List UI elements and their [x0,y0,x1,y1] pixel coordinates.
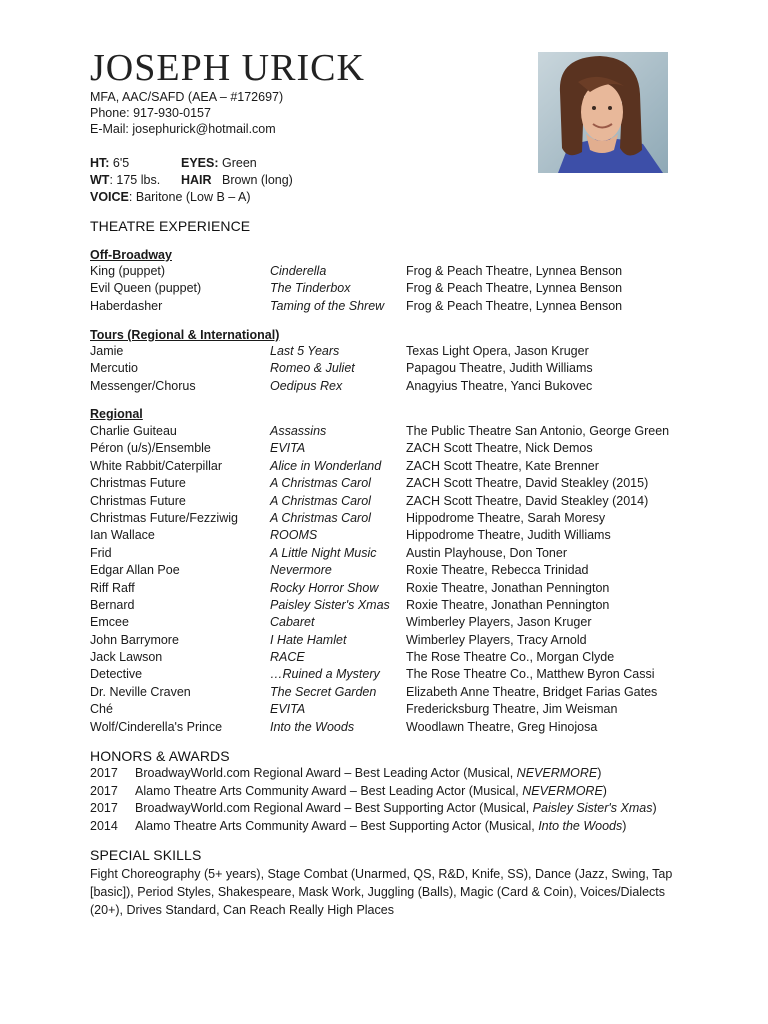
credit-show: EVITA [270,702,306,717]
regional-heading: Regional [90,407,143,421]
stats-row-2 [90,172,293,189]
credit-show: Nevermore [270,563,332,578]
award-description [135,819,626,833]
physical-stats [90,155,293,206]
credit-venue: Wimberley Players, Jason Kruger [406,615,592,630]
award-close: ) [622,818,627,833]
award-close: ) [602,783,607,798]
credit-venue: Austin Playhouse, Don Toner [406,545,567,560]
theatre-experience-heading: THEATRE EXPERIENCE [90,218,251,234]
credit-venue: Wimberley Players, Tracy Arnold [406,632,587,647]
credit-role: Jamie [90,344,124,358]
credit-role: Christmas Future/Fezziwig [90,510,238,525]
height-value: 6'5 [109,156,130,170]
credit-venue: Frog & Peach Theatre, Lynnea Benson [406,298,623,313]
credit-show: Last 5 Years [270,344,340,358]
award-description [135,784,607,798]
honors-heading: HONORS & AWARDS [90,748,230,764]
credit-show: A Little Night Music [270,545,377,560]
award-year: 2017 [90,801,118,816]
hair-label: HAIR [181,173,212,187]
award-year: 2014 [90,818,118,833]
credit-show: Taming of the Shrew [270,298,385,313]
credit-show: A Christmas Carol [270,493,371,508]
award-text: Alamo Theatre Arts Community Award – Best Leading Actor (Musical, [135,783,523,798]
credit-venue: The Rose Theatre Co., Morgan Clyde [406,650,615,665]
credit-show: A Christmas Carol [270,476,371,491]
credit-venue: ZACH Scott Theatre, David Steakley (2015) [406,476,649,491]
credit-show: Cabaret [270,615,315,630]
stats-row-1 [90,155,257,172]
credit-show: I Hate Hamlet [270,632,347,647]
credit-role: Wolf/Cinderella's Prince [90,719,223,734]
award-text: Alamo Theatre Arts Community Award – Best Supporting Actor (Musical, [135,818,539,833]
credit-role: Ian Wallace [90,528,155,543]
award-work-title: NEVERMORE [522,783,603,798]
credit-role: Frid [90,545,112,560]
credit-role: Riff Raff [90,580,135,595]
resume-name: JOSEPH URICK [90,47,365,89]
voice-field [90,190,251,204]
credit-show: Romeo & Juliet [270,361,355,376]
award-close: ) [597,766,602,780]
credit-venue: Anagyius Theatre, Yanci Bukovec [406,378,593,393]
credit-show: Paisley Sister's Xmas [270,597,390,612]
credit-show: Cinderella [270,264,327,278]
voice-label: VOICE [90,190,129,204]
credit-role: Péron (u/s)/Ensemble [90,441,211,456]
voice-value: : Baritone (Low B – A) [128,190,251,204]
award-work-title: Into the Woods [538,818,623,833]
credit-venue: Texas Light Opera, Jason Kruger [406,344,589,358]
credit-venue: Hippodrome Theatre, Sarah Moresy [406,510,606,525]
credit-venue: Roxie Theatre, Rebecca Trinidad [406,563,589,578]
height-field [90,156,129,170]
credit-show: Oedipus Rex [270,378,343,393]
credit-role: King (puppet) [90,264,166,278]
award-close: ) [652,801,657,816]
award-text: BroadwayWorld.com Regional Award – Best Supporting Actor (Musical, [135,801,533,816]
eyes-label: EYES: [181,156,219,170]
credit-venue: Elizabeth Anne Theatre, Bridget Farias Gates [406,684,658,699]
credit-venue: Roxie Theatre, Jonathan Pennington [406,597,610,612]
credit-show: Alice in Wonderland [270,458,382,473]
credit-role: Detective [90,667,143,682]
headshot-photo [538,52,668,173]
hair-value: Brown (long) [211,173,293,187]
height-label: HT: [90,156,110,170]
email-line: E-Mail: josephurick@hotmail.com [90,122,276,136]
special-skills-text: Fight Choreography (5+ years), Stage Combat (Unarmed, QS, R&D, Knife, SS), Dance (Jazz, Swing, Tap [basic]), Period Styles, Shakespeare, Mask Work, Juggling (Balls), Magic (Card & Coin), Voices/Dialects (20+), Drives Standard, Can Reach Really High Places [90,867,673,917]
credit-role: Emcee [90,615,129,630]
credit-venue: Frog & Peach Theatre, Lynnea Benson [406,281,623,296]
credit-role: Charlie Guiteau [90,424,177,438]
eyes-field [181,155,257,172]
credit-venue: ZACH Scott Theatre, Kate Brenner [406,458,599,473]
credit-venue: ZACH Scott Theatre, David Steakley (2014) [406,493,649,508]
credit-show: Rocky Horror Show [270,580,379,595]
credit-show: …Ruined a Mystery [270,667,380,682]
stats-row-3 [90,189,251,206]
credit-role: John Barrymore [90,632,179,647]
award-year: 2017 [90,783,118,798]
credit-role: Christmas Future [90,476,186,491]
award-year: 2017 [90,766,118,780]
credit-venue: Woodlawn Theatre, Greg Hinojosa [406,719,598,734]
award-text: BroadwayWorld.com Regional Award – Best Leading Actor (Musical, [135,766,517,780]
credit-show: ROOMS [270,528,318,543]
hair-field [181,172,293,189]
credit-show: EVITA [270,441,306,456]
credit-role: Mercutio [90,361,138,376]
credit-venue: ZACH Scott Theatre, Nick Demos [406,441,593,456]
credit-show: RACE [270,650,305,665]
credit-role: Jack Lawson [90,650,163,665]
credit-role: Bernard [90,597,135,612]
credit-venue: Roxie Theatre, Jonathan Pennington [406,580,610,595]
credit-role: White Rabbit/Caterpillar [90,458,222,473]
credit-show: Into the Woods [270,719,355,734]
weight-label: WT [90,173,110,187]
credit-role: Evil Queen (puppet) [90,281,202,296]
credit-venue: Frog & Peach Theatre, Lynnea Benson [406,264,623,278]
credit-venue: Papagou Theatre, Judith Williams [406,361,593,376]
weight-value: : 175 lbs. [109,173,161,187]
credentials-line: MFA, AAC/SAFD (AEA – #172697) [90,90,284,104]
credit-venue: Hippodrome Theatre, Judith Williams [406,528,611,543]
credit-show: A Christmas Carol [270,510,371,525]
tours-heading: Tours (Regional & International) [90,328,280,342]
credit-role: Edgar Allan Poe [90,563,180,578]
credit-role: Ché [90,702,113,717]
award-description [135,766,601,780]
contact-block [90,89,283,137]
credit-show: The Tinderbox [270,281,351,296]
award-description [135,801,657,815]
phone-line: Phone: 917-930-0157 [90,106,211,120]
eyes-value: Green [218,156,257,170]
off-broadway-heading: Off-Broadway [90,248,172,262]
credit-show: The Secret Garden [270,684,377,699]
credit-role: Haberdasher [90,298,163,313]
headshot-illustration [538,52,668,173]
credit-venue: The Public Theatre San Antonio, George Green [406,424,670,438]
credit-venue: Fredericksburg Theatre, Jim Weisman [406,702,618,717]
credit-show: Assassins [270,424,327,438]
special-skills-heading: SPECIAL SKILLS [90,847,202,863]
award-work-title: NEVERMORE [516,766,598,780]
credit-role: Dr. Neville Craven [90,684,191,699]
credit-venue: The Rose Theatre Co., Matthew Byron Cassi [406,667,655,682]
credit-role: Christmas Future [90,493,186,508]
credit-role: Messenger/Chorus [90,378,196,393]
award-work-title: Paisley Sister's Xmas [532,801,653,816]
weight-field [90,173,160,187]
